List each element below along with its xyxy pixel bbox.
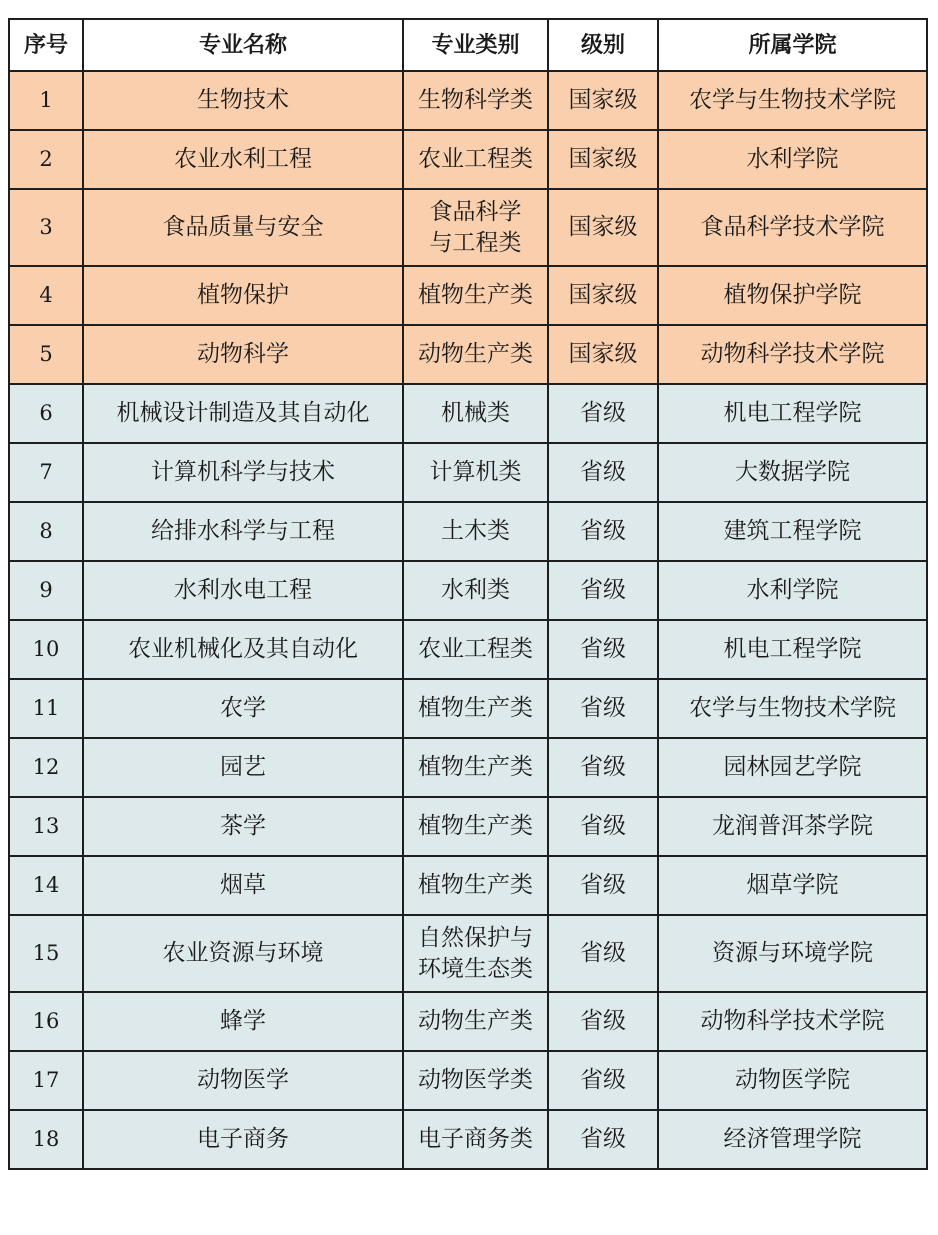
cell-major-category: 动物生产类 (403, 325, 548, 384)
table-row (9, 620, 927, 679)
cell-college: 动物科学技术学院 (658, 992, 927, 1051)
cell-major-category: 农业工程类 (403, 130, 548, 189)
cell-major-name: 生物技术 (83, 71, 403, 130)
cell-serial-number: 1 (9, 71, 83, 130)
cell-major-name: 农业机械化及其自动化 (83, 620, 403, 679)
cell-serial-number: 10 (9, 620, 83, 679)
cell-level: 省级 (548, 992, 658, 1051)
cell-level: 省级 (548, 561, 658, 620)
cell-major-category: 生物科学类 (403, 71, 548, 130)
cell-serial-number: 7 (9, 443, 83, 502)
cell-major-category: 植物生产类 (403, 797, 548, 856)
cell-college: 大数据学院 (658, 443, 927, 502)
cell-major-name: 农业水利工程 (83, 130, 403, 189)
cell-level: 省级 (548, 443, 658, 502)
cell-serial-number: 18 (9, 1110, 83, 1169)
cell-major-name: 烟草 (83, 856, 403, 915)
cell-serial-number: 15 (9, 915, 83, 992)
cell-serial-number: 12 (9, 738, 83, 797)
cell-level: 省级 (548, 384, 658, 443)
cell-college: 经济管理学院 (658, 1110, 927, 1169)
cell-serial-number: 11 (9, 679, 83, 738)
cell-serial-number: 9 (9, 561, 83, 620)
cell-college: 园林园艺学院 (658, 738, 927, 797)
cell-college: 农学与生物技术学院 (658, 679, 927, 738)
cell-major-name: 水利水电工程 (83, 561, 403, 620)
cell-serial-number: 8 (9, 502, 83, 561)
cell-college: 建筑工程学院 (658, 502, 927, 561)
table-row (9, 130, 927, 189)
cell-major-name: 茶学 (83, 797, 403, 856)
cell-major-name: 动物医学 (83, 1051, 403, 1110)
cell-major-name: 机械设计制造及其自动化 (83, 384, 403, 443)
table-row (9, 797, 927, 856)
table-row (9, 561, 927, 620)
cell-serial-number: 6 (9, 384, 83, 443)
header-major-category: 专业类别 (403, 19, 548, 71)
cell-college: 资源与环境学院 (658, 915, 927, 992)
cell-college: 机电工程学院 (658, 384, 927, 443)
table-row (9, 738, 927, 797)
cell-college: 龙润普洱茶学院 (658, 797, 927, 856)
cell-serial-number: 5 (9, 325, 83, 384)
table-row (9, 266, 927, 325)
cell-major-category: 电子商务类 (403, 1110, 548, 1169)
table-row (9, 189, 927, 266)
cell-level: 省级 (548, 620, 658, 679)
cell-major-name: 电子商务 (83, 1110, 403, 1169)
cell-level: 省级 (548, 856, 658, 915)
cell-level: 省级 (548, 797, 658, 856)
cell-serial-number: 13 (9, 797, 83, 856)
cell-major-name: 食品质量与安全 (83, 189, 403, 266)
header-major-name: 专业名称 (83, 19, 403, 71)
cell-college: 烟草学院 (658, 856, 927, 915)
table-row (9, 71, 927, 130)
cell-major-category: 机械类 (403, 384, 548, 443)
header-serial-number: 序号 (9, 19, 83, 71)
cell-major-category: 植物生产类 (403, 738, 548, 797)
cell-level: 国家级 (548, 130, 658, 189)
cell-major-category: 水利类 (403, 561, 548, 620)
cell-major-name: 给排水科学与工程 (83, 502, 403, 561)
cell-major-category: 农业工程类 (403, 620, 548, 679)
table-row (9, 443, 927, 502)
header-college: 所属学院 (658, 19, 927, 71)
cell-major-category: 植物生产类 (403, 266, 548, 325)
cell-major-name: 植物保护 (83, 266, 403, 325)
cell-major-name: 园艺 (83, 738, 403, 797)
cell-level: 国家级 (548, 71, 658, 130)
cell-college: 水利学院 (658, 561, 927, 620)
table-row (9, 1051, 927, 1110)
header-level: 级别 (548, 19, 658, 71)
cell-major-name: 农学 (83, 679, 403, 738)
table-row (9, 856, 927, 915)
cell-major-category: 动物生产类 (403, 992, 548, 1051)
cell-college: 动物医学院 (658, 1051, 927, 1110)
table-row (9, 1110, 927, 1169)
cell-major-name: 农业资源与环境 (83, 915, 403, 992)
cell-major-category: 动物医学类 (403, 1051, 548, 1110)
table-body (9, 71, 927, 1169)
cell-level: 省级 (548, 738, 658, 797)
table-row (9, 915, 927, 992)
cell-major-name: 计算机科学与技术 (83, 443, 403, 502)
cell-serial-number: 16 (9, 992, 83, 1051)
table-row (9, 992, 927, 1051)
cell-level: 省级 (548, 1110, 658, 1169)
cell-college: 植物保护学院 (658, 266, 927, 325)
cell-serial-number: 14 (9, 856, 83, 915)
table-row (9, 384, 927, 443)
cell-serial-number: 2 (9, 130, 83, 189)
majors-table-container (8, 18, 926, 1170)
cell-major-name: 蜂学 (83, 992, 403, 1051)
cell-major-name: 动物科学 (83, 325, 403, 384)
table-header-row (9, 19, 927, 71)
cell-college: 水利学院 (658, 130, 927, 189)
majors-table (8, 18, 928, 1170)
cell-level: 省级 (548, 502, 658, 561)
cell-college: 机电工程学院 (658, 620, 927, 679)
cell-major-category: 植物生产类 (403, 679, 548, 738)
cell-major-category: 食品科学 与工程类 (403, 189, 548, 266)
cell-college: 农学与生物技术学院 (658, 71, 927, 130)
table-row (9, 325, 927, 384)
table-row (9, 502, 927, 561)
cell-serial-number: 3 (9, 189, 83, 266)
cell-level: 国家级 (548, 266, 658, 325)
cell-serial-number: 4 (9, 266, 83, 325)
cell-college: 食品科学技术学院 (658, 189, 927, 266)
cell-college: 动物科学技术学院 (658, 325, 927, 384)
cell-serial-number: 17 (9, 1051, 83, 1110)
cell-level: 省级 (548, 679, 658, 738)
cell-level: 省级 (548, 915, 658, 992)
cell-major-category: 土木类 (403, 502, 548, 561)
cell-major-category: 植物生产类 (403, 856, 548, 915)
cell-major-category: 自然保护与 环境生态类 (403, 915, 548, 992)
cell-level: 国家级 (548, 189, 658, 266)
table-row (9, 679, 927, 738)
cell-level: 国家级 (548, 325, 658, 384)
cell-major-category: 计算机类 (403, 443, 548, 502)
cell-level: 省级 (548, 1051, 658, 1110)
